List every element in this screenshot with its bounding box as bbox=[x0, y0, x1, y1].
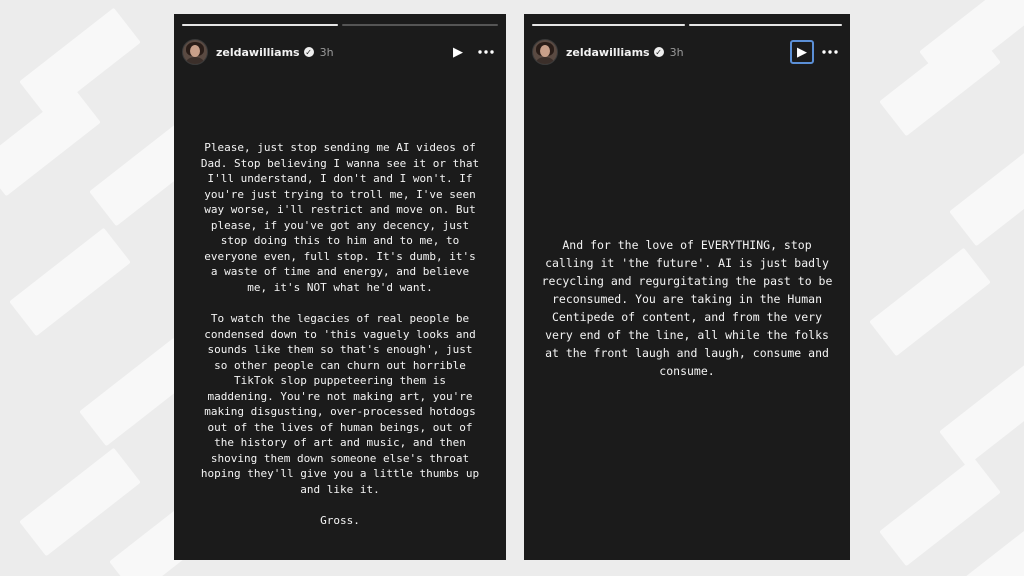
verified-badge-icon: ✓ bbox=[655, 47, 662, 57]
story-text bbox=[198, 140, 482, 545]
more-options-icon bbox=[822, 50, 838, 54]
story-header bbox=[532, 34, 842, 70]
play-icon: ▶ bbox=[453, 44, 463, 60]
story-progress-bar bbox=[532, 24, 842, 26]
progress-segment-2 bbox=[689, 24, 842, 26]
story-paragraph: And for the love of EVERYTHING, stop calling it 'the future'. AI is just badly recycling and regurgitating the past to be reconsumed. You are taking in the Human Centipede of content, and from the very very end of the line, all while the folks at the front laugh and laugh, consume and consume. bbox=[541, 238, 833, 378]
background-tile bbox=[939, 358, 1024, 467]
background-tile bbox=[949, 138, 1024, 247]
progress-fill bbox=[689, 24, 842, 26]
more-options-icon bbox=[478, 50, 494, 54]
background-tile bbox=[879, 458, 1001, 567]
progress-fill bbox=[182, 24, 338, 26]
story-progress-bar bbox=[182, 24, 498, 26]
avatar[interactable] bbox=[182, 39, 208, 65]
username[interactable]: zeldawilliams bbox=[566, 45, 650, 59]
avatar[interactable] bbox=[532, 39, 558, 65]
progress-segment-1 bbox=[182, 24, 338, 26]
progress-segment-2 bbox=[342, 24, 498, 26]
more-options-button[interactable] bbox=[818, 40, 842, 64]
background-tile bbox=[19, 448, 141, 557]
story-header bbox=[182, 34, 498, 70]
story-panel-right[interactable] bbox=[524, 14, 850, 560]
background-tile bbox=[869, 248, 991, 357]
play-icon: ▶ bbox=[797, 44, 807, 60]
play-button[interactable] bbox=[446, 40, 470, 64]
story-panel-left[interactable] bbox=[174, 14, 506, 560]
story-paragraph: Gross. bbox=[320, 514, 360, 527]
story-paragraph: To watch the legacies of real people be condensed down to 'this vaguely looks and sounds like them so that's enough', just so other people can churn out horrible TikTok slop puppeteering them is maddening. You're not making art, you're making disgusting, over-processed hotdogs out of the lives of human beings, out of the history of art and music, and then shoving them down someone else's throat hoping they'll give you a little thumbs up and like it. bbox=[200, 312, 480, 496]
progress-fill bbox=[532, 24, 685, 26]
story-paragraph: Please, just stop sending me AI videos of Dad. Stop believing I wanna see it or that I'll understand, I don't and I won't. If you're just trying to troll me, I've seen way worse, i'll restrict and move on. But please, if you've got any decency, just stop doing this to him and to me, to everyone even, full stop. It's dumb, it's a waste of time and energy, and believe me, it's NOT what he'd want. bbox=[200, 141, 480, 294]
more-options-button[interactable] bbox=[474, 40, 498, 64]
verified-badge-icon: ✓ bbox=[305, 47, 312, 57]
background-tile bbox=[959, 508, 1024, 576]
play-button[interactable] bbox=[790, 40, 814, 64]
progress-segment-1 bbox=[532, 24, 685, 26]
story-text bbox=[538, 236, 836, 396]
background-tile bbox=[9, 228, 131, 337]
post-time: 3h bbox=[669, 45, 684, 59]
username[interactable]: zeldawilliams bbox=[216, 45, 300, 59]
post-time: 3h bbox=[319, 45, 334, 59]
